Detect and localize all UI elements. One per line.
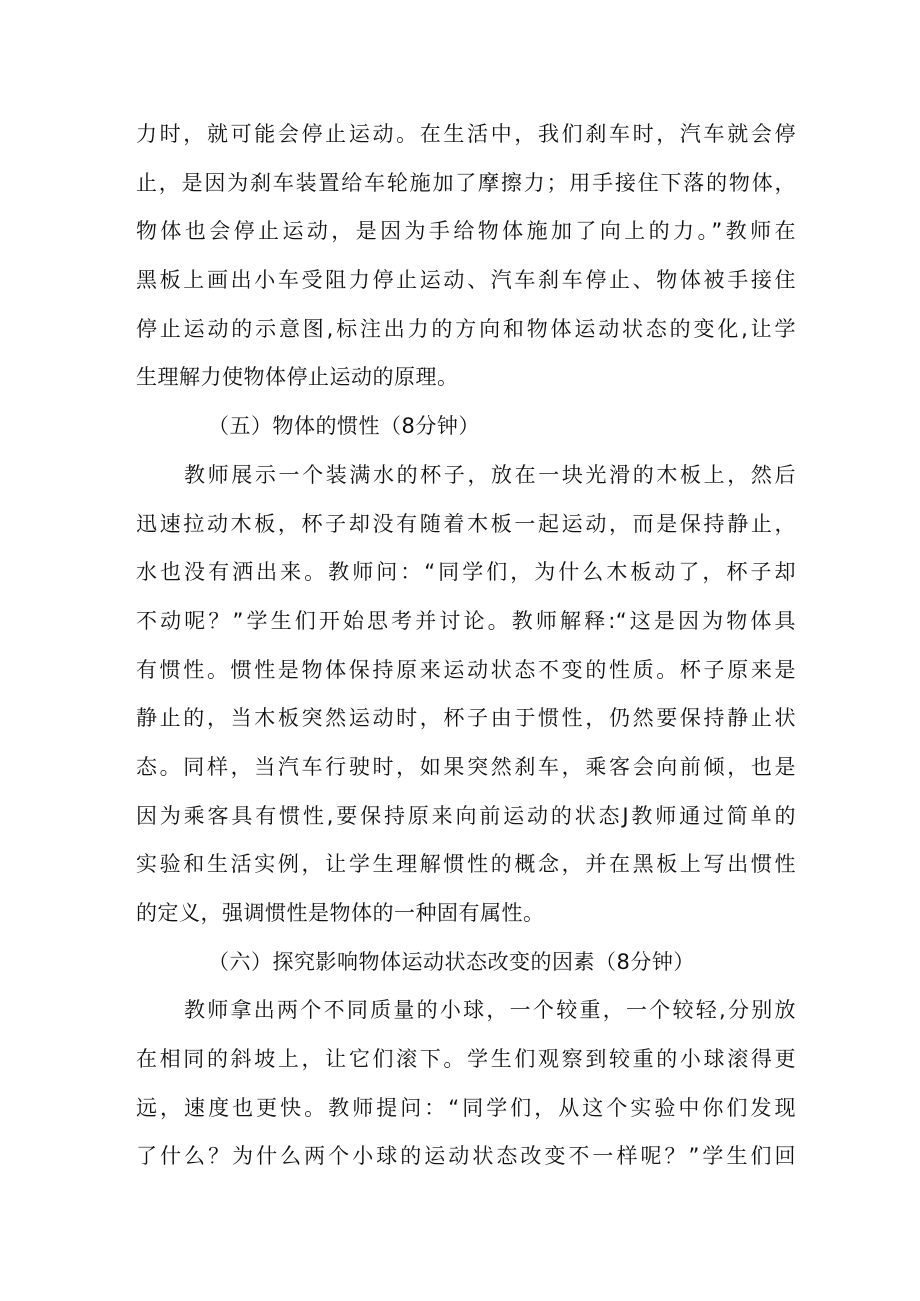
text-line: 了什么？为什么两个小球的运动状态改变不一样呢？”学生们回 <box>136 1144 796 1169</box>
text-line: 有惯性。惯性是物体保持原来运动状态不变的性质。杯子原来是 <box>136 657 796 682</box>
text-line: 静止的，当木板突然运动时，杯子由于惯性，仍然要保持静止状 <box>136 706 796 731</box>
text-line: 黑板上画出小车受阻力停止运动、汽车刹车停止、物体被手接住 <box>136 268 796 293</box>
text-line: 态。同样，当汽车行驶时，如果突然刹车，乘客会向前倾，也是 <box>136 754 796 779</box>
text-line: 因为乘客具有惯性,要保持原来向前运动的状态J教师通过简单的 <box>136 803 796 828</box>
section-heading: （六）探究影响物体运动状态改变的因素（8分钟） <box>208 949 695 974</box>
text-line: 远，速度也更快。教师提问：“同学们，从这个实验中你们发现 <box>136 1095 796 1120</box>
text-line: 止，是因为刹车装置给车轮施加了摩擦力；用手接住下落的物体， <box>136 170 796 195</box>
text-line: 力时，就可能会停止运动。在生活中，我们刹车时，汽车就会停 <box>136 122 796 146</box>
section-heading: （五）物体的惯性（8分钟） <box>208 414 480 439</box>
text-line: 物体也会停止运动，是因为手给物体施加了向上的力。”教师在 <box>136 219 796 244</box>
text-line: 水也没有洒出来。教师问：“同学们，为什么木板动了，杯子却 <box>136 560 796 585</box>
text-line: 实验和生活实例，让学生理解惯性的概念，并在黑板上写出惯性 <box>136 852 796 877</box>
text-line: 停止运动的示意图,标注出力的方向和物体运动状态的变化,让学 <box>136 316 796 341</box>
text-line: 在相同的斜坡上，让它们滚下。学生们观察到较重的小球滚得更 <box>136 1047 796 1072</box>
text-line: 教师展示一个装满水的杯子，放在一块光滑的木板上，然后 <box>184 462 796 487</box>
document-body <box>136 110 796 1181</box>
text-line: 不动呢？”学生们开始思考并讨论。教师解释:“这是因为物体具 <box>136 608 796 633</box>
text-line: 生理解力使物体停止运动的原理。 <box>136 365 459 390</box>
text-line: 教师拿出两个不同质量的小球，一个较重，一个较轻,分别放 <box>184 998 796 1023</box>
text-line: 迅速拉动木板，杯子却没有随着木板一起运动，而是保持静止， <box>136 511 796 536</box>
text-line: 的定义，强调惯性是物体的一种固有属性。 <box>136 901 545 925</box>
